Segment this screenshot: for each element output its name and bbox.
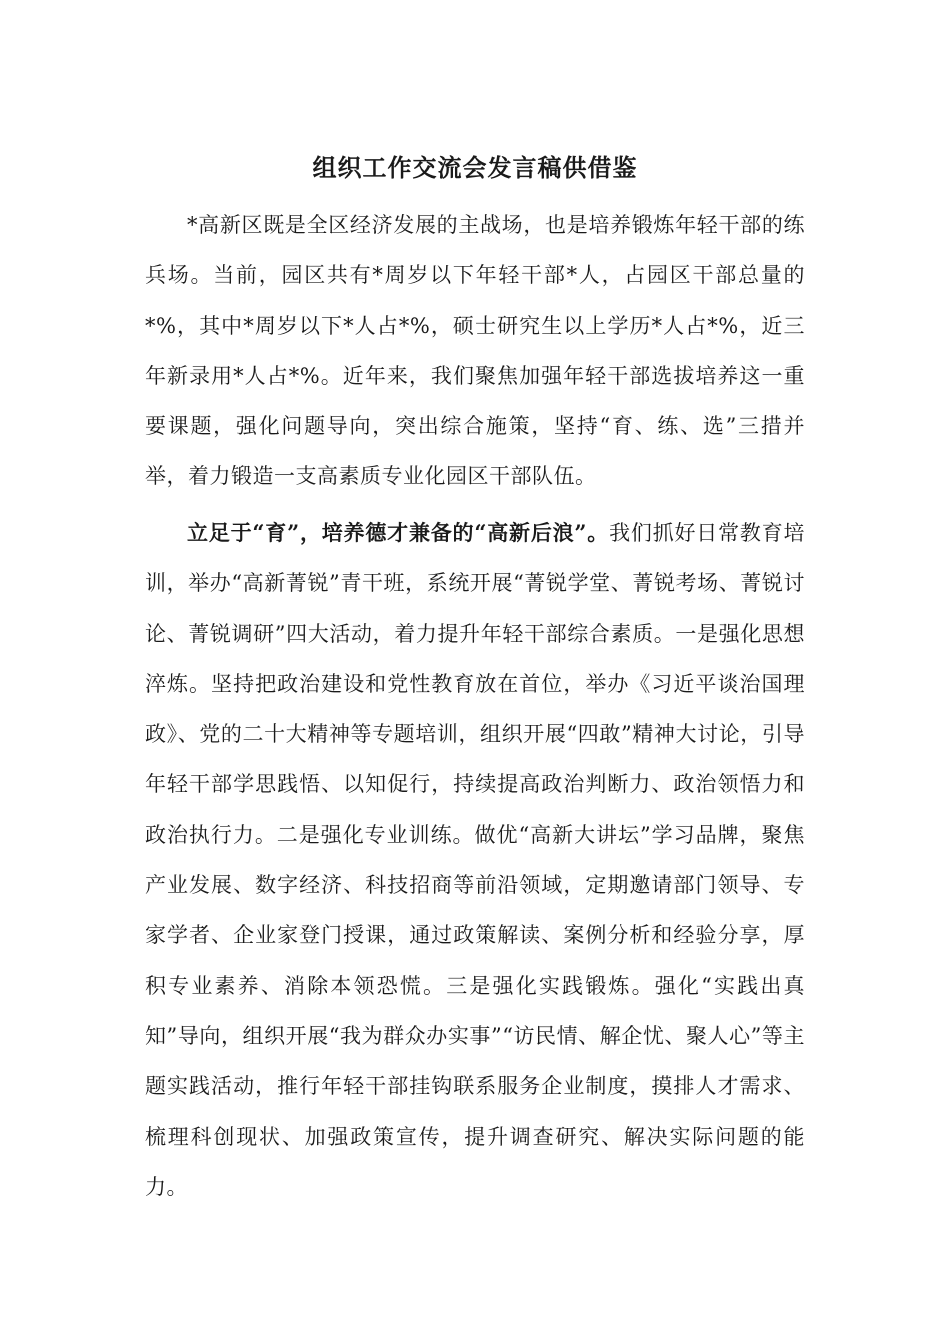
paragraph-cultivate-heading: 立足于“育”，培养德才兼备的“高新后浪”。	[187, 520, 610, 545]
paragraph-cultivate	[145, 508, 805, 1212]
paragraph-cultivate-text: 我们抓好日常教育培训，举办“高新菁锐”青干班，系统开展“菁锐学堂、菁锐考场、菁锐讨论、菁锐调研”四大活动，着力提升年轻干部综合素质。一是强化思想淬炼。坚持把政治建设和党性教育放在首位，举办《习近平谈治国理政》、党的二十大精神等专题培训，组织开展“四敢”精神大讨论，引导年轻干部学思践悟、以知促行，持续提高政治判断力、政治领悟力和政治执行力。二是强化专业训练。做优“高新大讲坛”学习品牌，聚焦产业发展、数字经济、科技招商等前沿领域，定期邀请部门领导、专家学者、企业家登门授课，通过政策解读、案例分析和经验分享，厚积专业素养、消除本领恐慌。三是强化实践锻炼。强化“实践出真知”导向，组织开展“我为群众办实事”“访民情、解企忧、聚人心”等主题实践活动，推行年轻干部挂钩联系服务企业制度，摸排人才需求、梳理科创现状、加强政策宣传，提升调查研究、解决实际问题的能力。	[145, 521, 806, 1199]
paragraph-intro-text: *高新区既是全区经济发展的主战场，也是培养锻炼年轻干部的练兵场。当前，园区共有*周岁以下年轻干部*人，占园区干部总量的*%，其中*周岁以下*人占*%，硕士研究生以上学历*人占*%，近三年新录用*人占*%。近年来，我们聚焦加强年轻干部选拔培养这一重要课题，强化问题导向，突出综合施策，坚持“育、练、选”三措并举，着力锻造一支高素质专业化园区干部队伍。	[145, 213, 805, 489]
paragraph-intro	[145, 200, 805, 502]
document-title: 组织工作交流会发言稿供借鉴	[312, 153, 638, 182]
